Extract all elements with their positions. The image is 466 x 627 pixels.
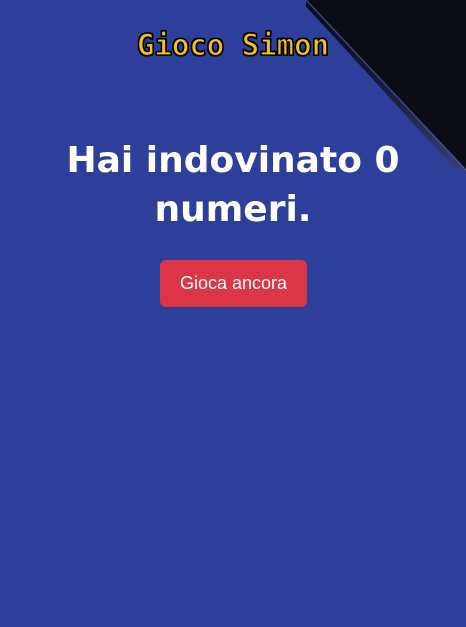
app-title: Gioco Simon bbox=[136, 28, 330, 62]
result-message: Hai indovinato 0 numeri. bbox=[66, 140, 400, 230]
play-again-button[interactable]: Gioca ancora bbox=[160, 260, 307, 307]
